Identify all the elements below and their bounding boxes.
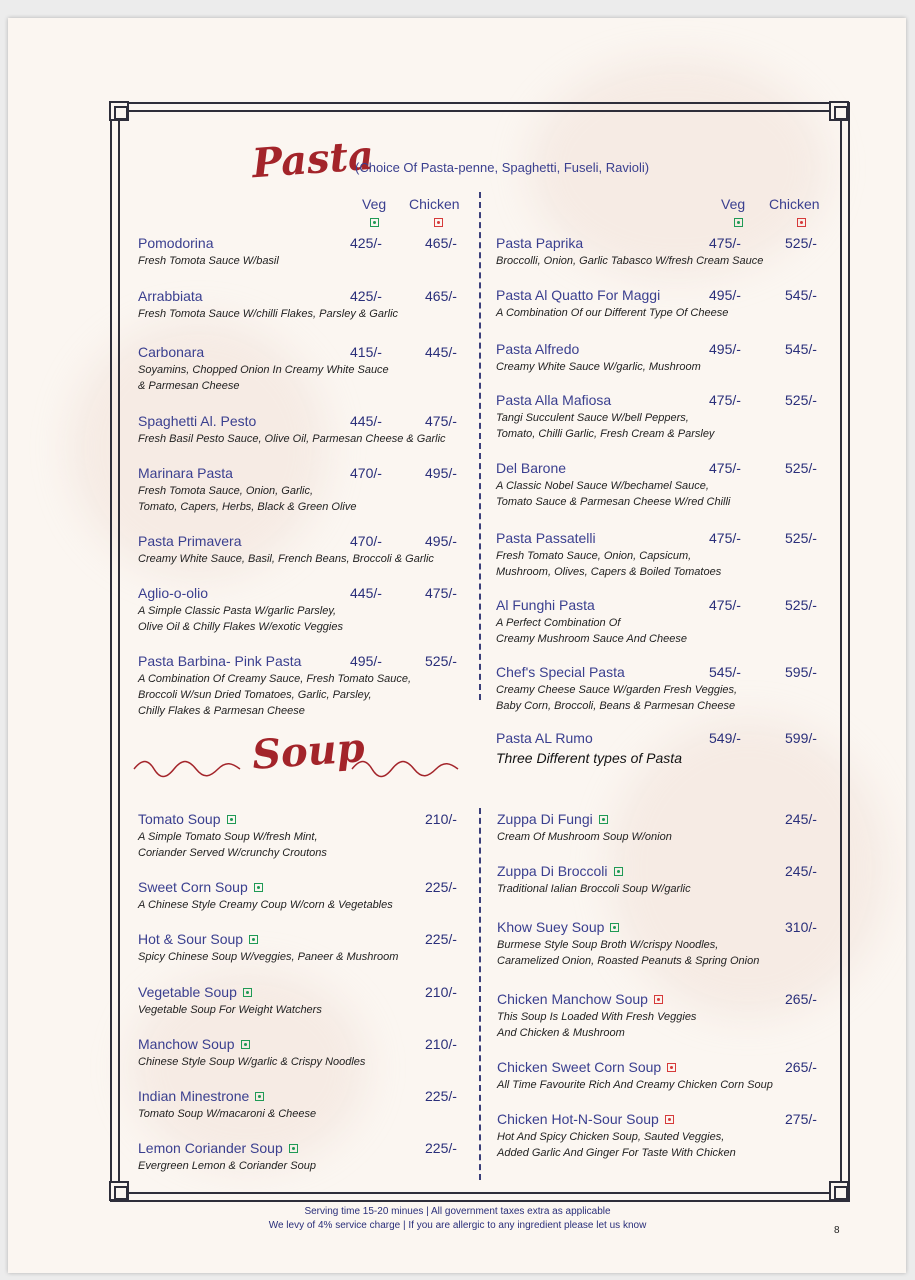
item-description — [138, 1106, 316, 1122]
description-line: Hot And Spicy Chicken Soup, Sauted Veggies, — [497, 1131, 725, 1143]
description-line: & Parmesan Cheese — [138, 380, 240, 392]
item-description — [497, 1129, 736, 1161]
item-name: Pasta Alla Mafiosa — [496, 392, 612, 408]
chicken-price: 525/- — [785, 460, 817, 476]
veg-price: 445/- — [350, 413, 382, 429]
item-price: 310/- — [785, 919, 817, 935]
item-name: Carbonara — [138, 344, 205, 360]
swirl-right-icon — [350, 755, 460, 779]
column-divider — [479, 808, 481, 1180]
description-line: Added Garlic And Ginger For Taste With Chicken — [497, 1147, 736, 1159]
description-line: A Combination Of Creamy Sauce, Fresh Tomato Sauce, — [138, 673, 412, 685]
item-name-text: Chicken Sweet Corn Soup — [497, 1059, 662, 1075]
item-description — [496, 682, 737, 714]
item-name-text: Chicken Hot-N-Sour Soup — [497, 1111, 659, 1127]
item-name: Pasta Al Quatto For Maggi — [496, 287, 661, 303]
veg-icon — [241, 1040, 250, 1049]
veg-icon — [614, 867, 623, 876]
footer-line-2: We levy of 4% service charge | If you are allergic to any ingredient please let us know — [268, 1220, 647, 1231]
chicken-price: 525/- — [785, 392, 817, 408]
description-line: Evergreen Lemon & Coriander Soup — [138, 1160, 316, 1172]
item-description — [138, 1158, 316, 1174]
item-price: 210/- — [425, 811, 457, 827]
description-line: Three Different types of Pasta — [496, 750, 682, 766]
item-description — [138, 603, 343, 635]
item-price: 245/- — [785, 863, 817, 879]
veg-price: 495/- — [709, 341, 741, 357]
item-description — [497, 1009, 696, 1041]
description-line: Broccoli W/sun Dried Tomatoes, Garlic, Parsley, — [138, 689, 372, 701]
item-price: 210/- — [425, 1036, 457, 1052]
item-name: Pasta Alfredo — [496, 341, 580, 357]
item-name — [138, 984, 252, 1000]
item-price: 265/- — [785, 991, 817, 1007]
description-line: Spicy Chinese Soup W/veggies, Paneer & Mushroom — [138, 951, 399, 963]
item-name — [497, 1059, 676, 1075]
chicken-header: Chicken — [409, 196, 460, 212]
veg-price: 475/- — [709, 530, 741, 546]
veg-price: 425/- — [350, 235, 382, 251]
chicken-price: 475/- — [425, 413, 457, 429]
chicken-price: 545/- — [785, 341, 817, 357]
item-description — [138, 897, 393, 913]
footer-line-1: Serving time 15-20 minues | All government taxes extra as applicable — [304, 1206, 611, 1217]
chicken-price: 599/- — [785, 730, 817, 746]
nonveg-icon — [665, 1115, 674, 1124]
description-line: Creamy White Sauce W/garlic, Mushroom — [496, 361, 701, 373]
description-line: Olive Oil & Chilly Flakes W/exotic Veggies — [138, 621, 343, 633]
item-name — [138, 931, 258, 947]
description-line: Fresh Basil Pesto Sauce, Olive Oil, Parmesan Cheese & Garlic — [138, 433, 446, 445]
item-description — [496, 305, 728, 321]
description-line: Traditional Ialian Broccoli Soup W/garlic — [497, 883, 691, 895]
item-price: 265/- — [785, 1059, 817, 1075]
item-price: 225/- — [425, 1088, 457, 1104]
veg-price: 445/- — [350, 585, 382, 601]
item-name: Chef's Special Pasta — [496, 664, 625, 680]
item-price: 225/- — [425, 879, 457, 895]
item-name-text: Zuppa Di Fungi — [497, 811, 593, 827]
veg-price: 545/- — [709, 664, 741, 680]
veg-price: 475/- — [709, 460, 741, 476]
item-name: Pasta Passatelli — [496, 530, 596, 546]
item-name: Pomodorina — [138, 235, 214, 251]
veg-icon — [255, 1092, 264, 1101]
item-description — [496, 615, 687, 647]
description-line: Fresh Tomota Sauce W/basil — [138, 255, 279, 267]
description-line: And Chicken & Mushroom — [497, 1027, 625, 1039]
item-name — [497, 991, 663, 1007]
description-line: Fresh Tomota Sauce, Onion, Garlic, — [138, 485, 314, 497]
veg-icon — [243, 988, 252, 997]
item-name-text: Khow Suey Soup — [497, 919, 605, 935]
item-name: Del Barone — [496, 460, 567, 476]
chicken-price: 475/- — [425, 585, 457, 601]
description-line: Creamy Cheese Sauce W/garden Fresh Veggies, — [496, 684, 738, 696]
item-description — [496, 253, 763, 269]
nonveg-icon — [797, 218, 806, 227]
item-name — [497, 1111, 674, 1127]
item-name-text: Indian Minestrone — [138, 1088, 250, 1104]
chicken-price: 525/- — [785, 530, 817, 546]
item-name-text: Hot & Sour Soup — [138, 931, 244, 947]
frame-corner — [829, 1181, 849, 1201]
veg-price: 475/- — [709, 392, 741, 408]
veg-price: 495/- — [350, 653, 382, 669]
item-description — [138, 431, 446, 447]
description-line: Tomato, Chilli Garlic, Fresh Cream & Parsley — [496, 428, 715, 440]
item-name: Pasta Barbina- Pink Pasta — [138, 653, 302, 669]
chicken-price: 465/- — [425, 288, 457, 304]
nonveg-icon — [434, 218, 443, 227]
item-description — [138, 253, 279, 269]
veg-icon — [599, 815, 608, 824]
item-description — [138, 829, 327, 861]
item-description — [496, 478, 730, 510]
veg-icon — [254, 883, 263, 892]
description-line: Caramelized Onion, Roasted Peanuts & Spring Onion — [497, 955, 760, 967]
item-price: 225/- — [425, 931, 457, 947]
item-name — [138, 1088, 264, 1104]
item-name-text: Sweet Corn Soup — [138, 879, 248, 895]
item-name — [138, 811, 236, 827]
description-line: All Time Favourite Rich And Creamy Chicken Corn Soup — [497, 1079, 773, 1091]
description-line: Burmese Style Soup Broth W/crispy Noodles, — [497, 939, 719, 951]
frame-corner — [829, 101, 849, 121]
nonveg-icon — [667, 1063, 676, 1072]
description-line: Tomato, Capers, Herbs, Black & Green Olive — [138, 501, 357, 513]
veg-icon — [370, 218, 379, 227]
pasta-title: Pasta — [250, 131, 376, 188]
item-price: 275/- — [785, 1111, 817, 1127]
description-line: Tomato Soup W/macaroni & Cheese — [138, 1108, 317, 1120]
item-price: 245/- — [785, 811, 817, 827]
item-name — [138, 879, 263, 895]
item-name: Arrabbiata — [138, 288, 203, 304]
item-price: 210/- — [425, 984, 457, 1000]
veg-icon — [249, 935, 258, 944]
chicken-price: 525/- — [785, 235, 817, 251]
description-line: This Soup Is Loaded With Fresh Veggies — [497, 1011, 697, 1023]
chicken-price: 495/- — [425, 465, 457, 481]
item-name-text: Lemon Coriander Soup — [138, 1140, 283, 1156]
item-name: Pasta AL Rumo — [496, 730, 593, 746]
description-line: Creamy Mushroom Sauce And Cheese — [496, 633, 687, 645]
description-line: Fresh Tomato Sauce, Onion, Capsicum, — [496, 550, 692, 562]
item-name: Pasta Primavera — [138, 533, 242, 549]
veg-price: 475/- — [709, 235, 741, 251]
item-name-text: Chicken Manchow Soup — [497, 991, 648, 1007]
description-line: Tangi Succulent Sauce W/bell Peppers, — [496, 412, 689, 424]
chicken-price: 545/- — [785, 287, 817, 303]
chicken-price: 525/- — [425, 653, 457, 669]
nonveg-icon — [654, 995, 663, 1004]
chicken-price: 495/- — [425, 533, 457, 549]
description-line: A Simple Classic Pasta W/garlic Parsley, — [138, 605, 337, 617]
item-name-text: Tomato Soup — [138, 811, 221, 827]
description-line: Chinese Style Soup W/garlic & Crispy Noodles — [138, 1056, 366, 1068]
veg-price: 475/- — [709, 597, 741, 613]
item-description — [138, 551, 434, 567]
description-line: Vegetable Soup For Weight Watchers — [138, 1004, 322, 1016]
item-description — [497, 1077, 773, 1093]
description-line: Mushroom, Olives, Capers & Boiled Tomatoes — [496, 566, 722, 578]
description-line: Tomato Sauce & Parmesan Cheese W/red Chilli — [496, 496, 731, 508]
column-divider — [479, 192, 481, 700]
veg-icon — [610, 923, 619, 932]
item-name: Spaghetti Al. Pesto — [138, 413, 257, 429]
item-name — [138, 1140, 298, 1156]
item-description — [497, 937, 759, 969]
description-line: A Perfect Combination Of — [496, 617, 621, 629]
description-line: Fresh Tomota Sauce W/chilli Flakes, Parsley & Garlic — [138, 308, 399, 320]
item-description — [138, 671, 411, 719]
description-line: Baby Corn, Broccoli, Beans & Parmesan Cheese — [496, 700, 736, 712]
chicken-price: 595/- — [785, 664, 817, 680]
item-description — [497, 881, 691, 897]
description-line: A Classic Nobel Sauce W/bechamel Sauce, — [496, 480, 709, 492]
chicken-price: 445/- — [425, 344, 457, 360]
veg-header: Veg — [721, 196, 746, 212]
item-name: Al Funghi Pasta — [496, 597, 595, 613]
chicken-price: 525/- — [785, 597, 817, 613]
veg-price: 549/- — [709, 730, 741, 746]
item-description — [138, 362, 389, 394]
veg-price: 425/- — [350, 288, 382, 304]
soup-title: Soup — [250, 724, 367, 779]
description-line: Chilly Flakes & Parmesan Cheese — [138, 705, 305, 717]
item-price: 225/- — [425, 1140, 457, 1156]
item-name: Pasta Paprika — [496, 235, 584, 251]
item-name-text: Zuppa Di Broccoli — [497, 863, 608, 879]
veg-header: Veg — [362, 196, 387, 212]
item-description — [138, 483, 356, 515]
item-description — [138, 306, 398, 322]
chicken-header: Chicken — [769, 196, 820, 212]
veg-icon — [734, 218, 743, 227]
item-description — [496, 548, 721, 580]
item-name — [497, 863, 623, 879]
pasta-subtitle: (Choice Of Pasta-penne, Spaghetti, Fuseli, Ravioli) — [355, 160, 650, 175]
description-line: Soyamins, Chopped Onion In Creamy White Sauce — [138, 364, 389, 376]
item-name — [138, 1036, 250, 1052]
item-description — [138, 949, 398, 965]
item-description — [496, 359, 701, 375]
veg-price: 470/- — [350, 465, 382, 481]
item-name — [497, 811, 608, 827]
frame-corner — [109, 1181, 129, 1201]
item-description — [138, 1002, 322, 1018]
item-description — [138, 1054, 365, 1070]
item-description — [496, 750, 682, 766]
veg-price: 470/- — [350, 533, 382, 549]
description-line: Creamy White Sauce, Basil, French Beans, Broccoli & Garlic — [138, 553, 434, 565]
veg-icon — [289, 1144, 298, 1153]
item-description — [497, 829, 672, 845]
chicken-price: 465/- — [425, 235, 457, 251]
veg-price: 495/- — [709, 287, 741, 303]
veg-icon — [227, 815, 236, 824]
description-line: A Simple Tomato Soup W/fresh Mint, — [138, 831, 318, 843]
page-number: 8 — [834, 1225, 840, 1236]
item-name: Marinara Pasta — [138, 465, 233, 481]
item-description — [496, 410, 714, 442]
item-name: Aglio-o-olio — [138, 585, 209, 601]
item-name — [497, 919, 619, 935]
description-line: Cream Of Mushroom Soup W/onion — [497, 831, 672, 843]
veg-price: 415/- — [350, 344, 382, 360]
description-line: Coriander Served W/crunchy Croutons — [138, 847, 327, 859]
swirl-left-icon — [132, 755, 242, 779]
description-line: A Chinese Style Creamy Coup W/corn & Vegetables — [138, 899, 393, 911]
item-name-text: Vegetable Soup — [138, 984, 237, 1000]
frame-corner — [109, 101, 129, 121]
description-line: A Combination Of our Different Type Of Cheese — [496, 307, 729, 319]
description-line: Broccolli, Onion, Garlic Tabasco W/fresh Cream Sauce — [496, 255, 764, 267]
item-name-text: Manchow Soup — [138, 1036, 235, 1052]
